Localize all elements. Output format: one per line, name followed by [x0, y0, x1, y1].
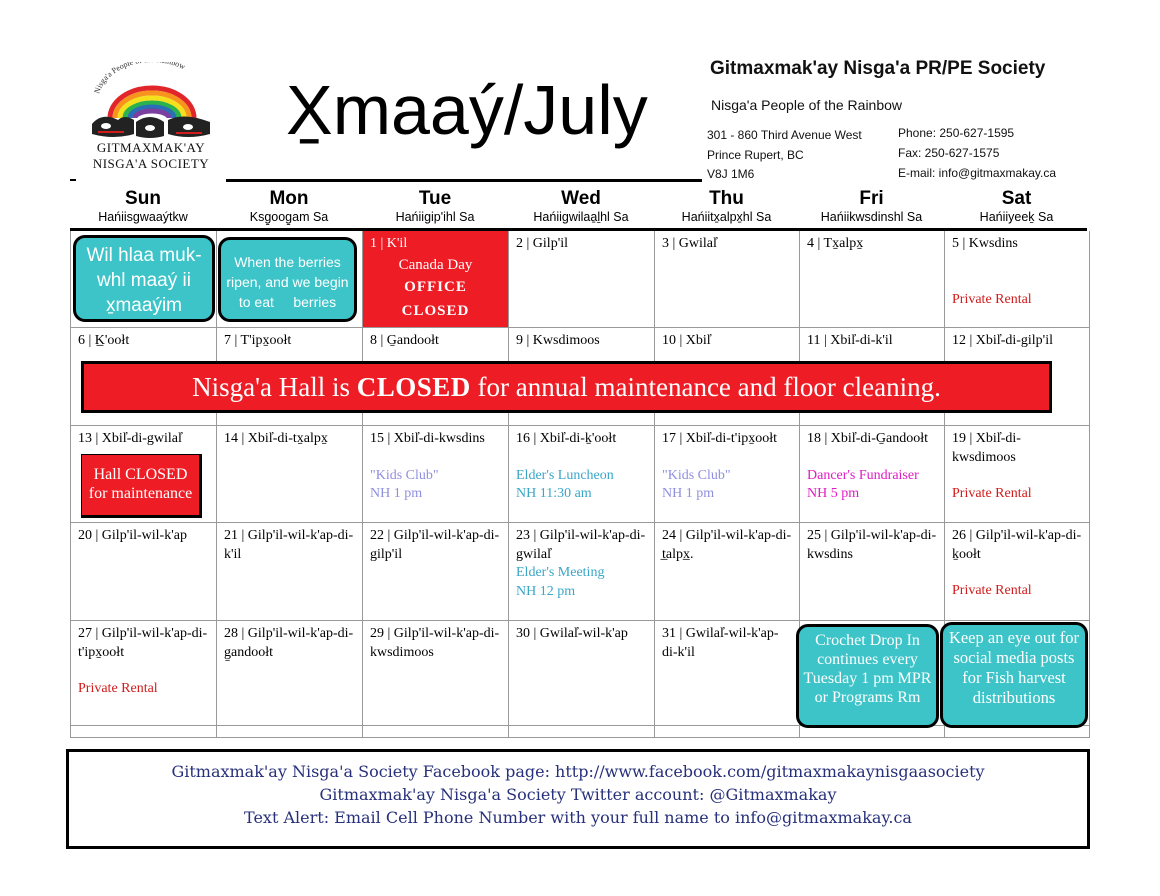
- day-label: 17 | Xbil̓-di-t'ipx̱oołt: [662, 431, 777, 446]
- org-address: [707, 126, 862, 185]
- day-label: 11 | Xbil̓-di-k'il: [807, 333, 893, 348]
- day-cell-17[interactable]: [655, 426, 800, 523]
- hall-closed-note: [81, 454, 202, 518]
- weekday-name: Tue: [418, 188, 452, 209]
- day-label: 9 | Kwsdimoos: [516, 333, 600, 348]
- rainbow-logo-graphic: [84, 62, 218, 140]
- berries-line2: ripen, and we begin: [226, 274, 349, 290]
- event-kids-club: "Kids Club": [662, 467, 731, 483]
- logo-name-line1: GITMAXMAK'AY: [96, 140, 206, 155]
- day-label: 4 | Tx̱alpx̱: [807, 236, 864, 251]
- weekday-nisgaa: Hańiigwilaa̱ḻhl Sa: [533, 210, 629, 224]
- address-line2: Prince Rupert, BC: [707, 147, 804, 162]
- day-cell-empty: [655, 726, 800, 738]
- day-label: 8 | G̱andoołt: [370, 333, 439, 348]
- header-divider-short: [70, 179, 76, 181]
- day-label: 31 | Gwilal̓-wil-k'ap-di-k'il: [662, 626, 779, 660]
- day-cell-16[interactable]: [509, 426, 655, 523]
- day-label: 3 | Gwilal̓: [662, 236, 717, 251]
- footer-info-box: [66, 749, 1090, 849]
- fish-harvest-callout: Keep an eye out for social media posts for Fish harvest distributions: [940, 622, 1088, 728]
- day-cell-1[interactable]: [363, 231, 509, 328]
- event-private-rental: Private Rental: [952, 486, 1032, 501]
- weekday-nisgaa: Hańiigip'ihl Sa: [395, 210, 475, 224]
- day-label: 29 | Gilp'il-wil-k'ap-di-kwsdimoos: [370, 626, 500, 660]
- event-time: NH 1 pm: [662, 486, 715, 501]
- org-contact: [898, 123, 1056, 183]
- weekday-name: Mon: [269, 188, 309, 209]
- day-cell-29[interactable]: [363, 621, 509, 726]
- weekday-tue: [362, 183, 508, 228]
- week-row-6: [70, 726, 1087, 738]
- weekday-thu: [654, 183, 799, 228]
- address-line3: V8J 1M6: [707, 167, 755, 181]
- fax-text: Fax: 250-627-1575: [898, 146, 1000, 160]
- day-label: 14 | Xbil̓-di-tx̱alpx̱: [224, 431, 328, 446]
- day-cell-2[interactable]: [509, 231, 655, 328]
- event-elders-luncheon: Elder's Luncheon: [516, 467, 614, 483]
- holiday-label: Canada Day: [398, 256, 473, 273]
- month-meaning-callout: Wil hlaa muk-whl maaý ii x̱maaýim: [73, 235, 215, 322]
- day-label: 19 | Xbil̓-di-kwsdimoos: [952, 431, 1021, 465]
- hall-closed-line1: Hall CLOSED: [93, 466, 188, 483]
- logo-name-line2: NISGA'A SOCIETY: [92, 156, 210, 171]
- org-subtitle: Nisga'a People of the Rainbow: [711, 97, 903, 113]
- day-label: 13 | Xbil̓-di-gwilal̓: [78, 431, 182, 446]
- weekday-name: Sat: [1001, 188, 1032, 209]
- day-cell-18[interactable]: [800, 426, 945, 523]
- banner-text-post: for annual maintenance and floor cleaning.: [470, 372, 941, 402]
- day-label: 22 | Gilp'il-wil-k'ap-di-gilp'il: [370, 528, 500, 562]
- day-cell-31[interactable]: [655, 621, 800, 726]
- day-label: 26 | Gilp'il-wil-k'ap-di-ḵoołt: [952, 528, 1082, 562]
- hall-closed-banner: [81, 361, 1052, 413]
- event-time: NH 1 pm: [370, 486, 423, 501]
- berries-callout: [218, 237, 357, 322]
- office-label: OFFICE: [404, 278, 467, 295]
- day-label: 30 | Gwilal̓-wil-k'ap: [516, 626, 628, 641]
- day-label: 6 | K̲'oołt: [78, 333, 130, 348]
- day-cell-28[interactable]: [217, 621, 363, 726]
- event-private-rental: Private Rental: [952, 583, 1032, 598]
- day-label: 10 | Xbil̓: [662, 333, 711, 348]
- day-label: 5 | Kwsdins: [952, 236, 1018, 251]
- day-cell-20[interactable]: [71, 523, 217, 621]
- berries-line1: When the berries: [234, 254, 341, 270]
- weekday-name: Thu: [709, 188, 744, 209]
- day-label: 24 | Gilp'il-wil-k'ap-di-t̲alpx̲.: [662, 528, 792, 562]
- facebook-line[interactable]: Gitmaxmak'ay Nisga'a Society Facebook page: http://www.facebook.com/gitmaxmakaynisgaasociety: [171, 762, 985, 781]
- day-label: 21 | Gilp'il-wil-k'ap-di-k'il: [224, 528, 354, 562]
- banner-text-pre: Nisga'a Hall is: [192, 372, 357, 402]
- crochet-callout: Crochet Drop In continues every Tuesday 1 pm MPR or Programs Rm: [796, 624, 939, 728]
- day-cell-24[interactable]: [655, 523, 800, 621]
- event-time: NH 11:30 am: [516, 486, 592, 501]
- weekday-nisgaa: Hańiikwsdinshl Sa: [820, 210, 923, 224]
- event-kids-club: "Kids Club": [370, 467, 439, 483]
- day-cell-22[interactable]: [363, 523, 509, 621]
- day-label: 25 | Gilp'il-wil-k'ap-di-kwsdins: [807, 528, 937, 562]
- day-label: 1 | K'il: [370, 236, 408, 251]
- week-row-4: [70, 523, 1087, 621]
- day-cell-14[interactable]: [217, 426, 363, 523]
- day-label: 15 | Xbil̓-di-kwsdins: [370, 431, 485, 446]
- hall-closed-line2: for maintenance: [88, 485, 193, 502]
- day-cell-empty: [363, 726, 509, 738]
- event-elders-meeting: Elder's Meeting: [516, 565, 605, 580]
- day-cell-25[interactable]: [800, 523, 945, 621]
- day-label: 23 | Gilp'il-wil-k'ap-di-gwilal̓: [516, 528, 646, 562]
- weekday-header: [70, 183, 1087, 231]
- weekday-nisgaa: Ksg̱oog̱am Sa: [249, 210, 329, 224]
- berries-line3: to eat berries: [238, 294, 337, 310]
- day-label: 20 | Gilp'il-wil-k'ap: [78, 528, 187, 543]
- day-cell-26[interactable]: [945, 523, 1090, 621]
- weekday-name: Wed: [561, 188, 601, 209]
- day-cell-empty: [509, 726, 655, 738]
- weekday-wed: [508, 183, 654, 228]
- week-row-3: [70, 426, 1087, 523]
- weekday-fri: [799, 183, 944, 228]
- weekday-nisgaa: Hańiiyeeḵ Sa: [979, 210, 1054, 224]
- logo-arc-text: Nisga'a People bow: [92, 62, 187, 95]
- weekday-name: Fri: [859, 188, 884, 209]
- event-time: NH 5 pm: [807, 486, 860, 501]
- weekday-nisgaa: Hańiisgwaaýtkw: [98, 210, 188, 224]
- day-label: 16 | Xbil̓-di-ḵ'oołt: [516, 431, 617, 446]
- day-label: 2 | Gilp'il: [516, 236, 568, 251]
- address-line1: 301 - 860 Third Avenue West: [707, 128, 862, 142]
- day-cell-empty: [217, 726, 363, 738]
- calendar-title: X̱maaý/July: [286, 71, 648, 149]
- day-cell-3[interactable]: [655, 231, 800, 328]
- event-private-rental: Private Rental: [78, 681, 158, 696]
- day-label: 27 | Gilp'il-wil-k'ap-di-t'ipx̱oołt: [78, 626, 208, 660]
- day-cell-19[interactable]: [945, 426, 1090, 523]
- day-label: 7 | T'ipx̱oołt: [224, 333, 292, 348]
- weekday-name: Sun: [125, 188, 161, 209]
- day-cell-empty: [71, 726, 217, 738]
- twitter-line[interactable]: Gitmaxmak'ay Nisga'a Society Twitter account: @Gitmaxmakay: [319, 785, 837, 804]
- org-name: Gitmaxmak'ay Nisga'a PR/PE Society: [710, 58, 1046, 79]
- closed-label: CLOSED: [401, 302, 470, 319]
- event-time: NH 12 pm: [516, 583, 576, 599]
- weekday-mon: [216, 183, 362, 228]
- event-private-rental: Private Rental: [952, 291, 1032, 307]
- email-text: E-mail: info@gitmaxmakay.ca: [898, 166, 1057, 180]
- day-cell-21[interactable]: [217, 523, 363, 621]
- day-cell-15[interactable]: [363, 426, 509, 523]
- header-divider: [226, 179, 702, 182]
- day-cell-23[interactable]: [509, 523, 655, 621]
- day-label: 12 | Xbil̓-di-gilp'il: [952, 333, 1053, 348]
- phone-text: Phone: 250-627-1595: [898, 126, 1015, 140]
- day-label: 18 | Xbil̓-di-G̱andoołt: [807, 431, 929, 446]
- event-dancers-fundraiser: Dancer's Fundraiser: [807, 467, 919, 483]
- text-alert-line[interactable]: Text Alert: Email Cell Phone Number with your full name to info@gitmaxmakay.ca: [244, 808, 912, 827]
- day-label: 28 | Gilp'il-wil-k'ap-di-g̱andoołt: [224, 626, 354, 660]
- day-cell-30[interactable]: [509, 621, 655, 726]
- weekday-nisgaa: Hańiitx̱alpx̱hl Sa: [681, 210, 772, 224]
- weekday-sat: [944, 183, 1089, 228]
- weekday-sun: [70, 183, 216, 228]
- day-cell-5[interactable]: [945, 231, 1090, 328]
- banner-closed-word: CLOSED: [356, 372, 471, 402]
- day-cell-27[interactable]: [71, 621, 217, 726]
- society-logo: [84, 62, 218, 178]
- day-cell-4[interactable]: [800, 231, 945, 328]
